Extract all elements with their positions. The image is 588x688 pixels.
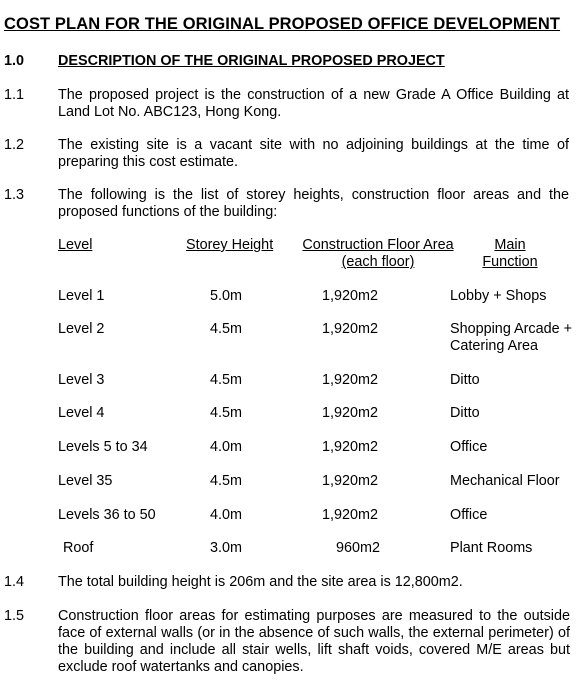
cell-level: Levels 36 to 50 bbox=[58, 507, 156, 523]
cell-level: Roof bbox=[63, 540, 94, 556]
cell-level: Level 1 bbox=[58, 288, 105, 304]
cell-function: Office bbox=[450, 439, 488, 455]
cell-height: 4.5m bbox=[210, 372, 242, 388]
cell-height: 3.0m bbox=[210, 540, 242, 556]
paragraph-number: 1.5 bbox=[4, 608, 25, 624]
cell-level: Level 4 bbox=[58, 405, 105, 421]
header-main: Main bbox=[494, 237, 526, 253]
cell-function: Office bbox=[450, 507, 488, 523]
cell-height: 5.0m bbox=[210, 288, 242, 304]
paragraph-text: The existing site is a vacant site with no adjoining buildings at the time of preparing this cost estimate. bbox=[58, 137, 569, 170]
section-heading: DESCRIPTION OF THE ORIGINAL PROPOSED PROJECT bbox=[58, 53, 445, 69]
cell-function: Mechanical Floor bbox=[450, 473, 560, 489]
cell-level: Level 2 bbox=[58, 321, 105, 337]
paragraph-number: 1.4 bbox=[4, 574, 25, 590]
paragraph-text: The proposed project is the construction of a new Grade A Office Building at Land Lot No. ABC123, Hong Kong. bbox=[58, 87, 569, 120]
cell-level: Level 35 bbox=[58, 473, 113, 489]
cell-area: 1,920m2 bbox=[322, 507, 379, 523]
header-floor-area-sub: (each floor) bbox=[341, 254, 415, 270]
document-title: COST PLAN FOR THE ORIGINAL PROPOSED OFFICE DEVELOPMENT bbox=[4, 15, 561, 33]
header-storey-height: Storey Height bbox=[186, 237, 274, 253]
header-function: Function bbox=[482, 254, 538, 270]
cell-area: 1,920m2 bbox=[322, 372, 379, 388]
cell-level: Level 3 bbox=[58, 372, 105, 388]
cell-function: Plant Rooms bbox=[450, 540, 533, 556]
paragraph-number: 1.1 bbox=[4, 87, 25, 103]
cell-height: 4.0m bbox=[210, 439, 242, 455]
paragraph-text: The following is the list of storey heights, construction floor areas and the proposed functions of the building: bbox=[58, 187, 569, 220]
cell-area: 1,920m2 bbox=[322, 473, 379, 489]
paragraph-text: The total building height is 206m and the site area is 12,800m2. bbox=[58, 574, 463, 590]
cell-height: 4.5m bbox=[210, 405, 242, 421]
header-floor-area: Construction Floor Area bbox=[302, 237, 454, 253]
cell-area: 960m2 bbox=[336, 540, 381, 556]
cell-level: Levels 5 to 34 bbox=[58, 439, 148, 455]
cell-function-cont: Catering Area bbox=[450, 338, 538, 354]
cell-function: Ditto bbox=[450, 372, 480, 388]
cell-height: 4.5m bbox=[210, 321, 242, 337]
cell-function: Ditto bbox=[450, 405, 480, 421]
paragraph-number: 1.3 bbox=[4, 187, 25, 203]
paragraph-number: 1.2 bbox=[4, 137, 25, 153]
section-number: 1.0 bbox=[4, 53, 25, 69]
cell-function: Shopping Arcade + bbox=[450, 321, 573, 337]
cell-function: Lobby + Shops bbox=[450, 288, 547, 304]
cell-height: 4.0m bbox=[210, 507, 242, 523]
paragraph-text: Construction floor areas for estimating purposes are measured to the outside face of external walls (or in the absence of such walls, the external perimeter) of the building and include all stair wells, lift shaft voids, covered M/E areas but exclude roof watertanks and canopies. bbox=[58, 608, 570, 675]
cell-area: 1,920m2 bbox=[322, 439, 379, 455]
header-level: Level bbox=[58, 237, 93, 253]
cell-area: 1,920m2 bbox=[322, 405, 379, 421]
cell-height: 4.5m bbox=[210, 473, 242, 489]
cell-area: 1,920m2 bbox=[322, 288, 379, 304]
cell-area: 1,920m2 bbox=[322, 321, 379, 337]
